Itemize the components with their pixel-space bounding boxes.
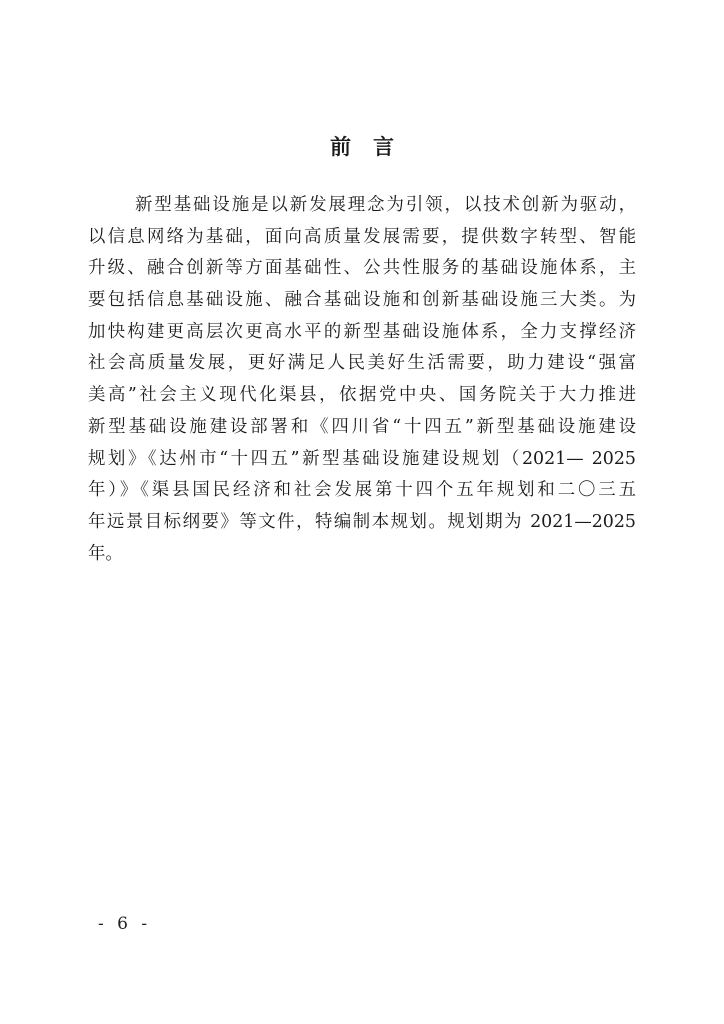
paragraph-line: 年）》《渠县国民经济和社会发展第十四个五年规划和二〇三五 xyxy=(88,480,636,501)
paragraph-line: 要包括信息基础设施、融合基础设施和创新基础设施三大类。为 xyxy=(88,290,636,311)
document-title: 前言 xyxy=(330,135,416,159)
paragraph-line: 社会高质量发展，更好满足人民美好生活需要，助力建设“强富 xyxy=(88,353,636,374)
paragraph-line: 年远景目标纲要》等文件，特编制本规划。规划期为 2021—2025 xyxy=(88,511,636,532)
page-number: - 6 - xyxy=(98,914,152,934)
paragraph-line: 美高”社会主义现代化渠县，依据党中央、国务院关于大力推进 xyxy=(88,385,636,406)
paragraph-line: 加快构建更高层次更高水平的新型基础设施体系，全力支撑经济 xyxy=(88,321,636,342)
paragraph-line: 年。 xyxy=(88,543,123,564)
paragraph-line: 新型基础设施是以新发展理念为引领，以技术创新为驱动， xyxy=(135,195,636,215)
paragraph-line: 新型基础设施建设部署和《四川省“十四五”新型基础设施建设 xyxy=(88,416,636,437)
preface-paragraph xyxy=(88,190,636,570)
paragraph-line: 以信息网络为基础，面向高质量发展需要，提供数字转型、智能 xyxy=(88,226,636,247)
paragraph-line: 升级、融合创新等方面基础性、公共性服务的基础设施体系，主 xyxy=(88,258,636,279)
paragraph-line: 规划》《达州市“十四五”新型基础设施建设规划（2021— 2025 xyxy=(88,448,636,469)
